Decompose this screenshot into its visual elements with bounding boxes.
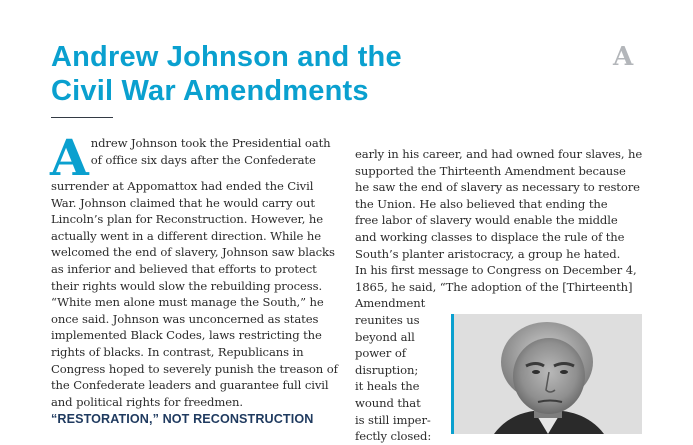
article-title xyxy=(51,40,402,108)
text-line: 1865, he said, “The adoption of the [Thirteenth] xyxy=(355,279,633,294)
text-line: In his first message to Congress on December 4, xyxy=(355,263,637,278)
text-line: wound that xyxy=(355,395,421,410)
text-line: is still imper- xyxy=(355,412,431,427)
section-letter-marker: A xyxy=(613,42,634,72)
text-line: once said. Johnson was unconcerned as states xyxy=(51,311,319,326)
text-line: their rights would slow the rebuilding process. xyxy=(51,278,323,293)
text-line: ndrew Johnson took the Presidential oath xyxy=(90,136,331,150)
text-line: Lincoln’s plan for Reconstruction. However, he xyxy=(51,212,324,227)
text-line: implemented Black Codes, laws restricting the xyxy=(51,328,322,343)
text-line: rights of blacks. In contrast, Republicans in xyxy=(51,344,304,359)
text-line: beyond all xyxy=(355,329,415,344)
text-line: South’s planter aristocracy, a group he hated. xyxy=(355,246,621,261)
text-line: of office six days after the Confederate xyxy=(90,152,316,167)
text-line: supported the Thirteenth Amendment because xyxy=(355,163,626,178)
text-line: the Confederate leaders and guarantee full civil xyxy=(51,378,329,393)
intro-paragraph xyxy=(50,128,338,410)
text-line: reunites us xyxy=(355,312,420,327)
text-line: the Union. He also believed that ending the xyxy=(355,196,608,211)
text-line: War. Johnson claimed that he would carry out xyxy=(51,195,315,210)
text-line: and political rights for freedmen. xyxy=(51,394,243,409)
text-line: disruption; xyxy=(355,362,419,377)
text-line: actually went in a different direction. While he xyxy=(51,228,322,243)
text-line: early in his career, and had owned four slaves, he xyxy=(355,147,643,161)
text-line: he saw the end of slavery as necessary to restore xyxy=(355,180,640,195)
text-line: free labor of slavery would enable the middle xyxy=(355,213,618,228)
title-line-2: Civil War Amendments xyxy=(51,75,369,107)
andrew-johnson-portrait-photo xyxy=(451,314,642,434)
text-line: Amendment xyxy=(355,296,426,311)
text-line: fectly closed: xyxy=(355,429,432,444)
text-line: surrender at Appomattox had ended the Civil xyxy=(51,179,314,193)
title-line-1: Andrew Johnson and the xyxy=(51,41,402,73)
drop-cap: A xyxy=(50,128,89,187)
title-underline-rule xyxy=(51,117,113,118)
text-line: “White men alone must manage the South,” he xyxy=(51,295,324,310)
section-subheading: “RESTORATION,” NOT RECONSTRUCTION xyxy=(51,412,314,426)
text-line: as inferior and believed that efforts to protect xyxy=(51,261,317,276)
article-left-column xyxy=(50,128,338,410)
text-line: Congress hoped to severely punish the treason of xyxy=(51,361,338,376)
text-line: and working classes to displace the rule of the xyxy=(355,229,625,244)
text-line: it heals the xyxy=(355,379,420,394)
text-line: power of xyxy=(355,346,406,361)
portrait-image-icon xyxy=(454,314,642,434)
text-line: welcomed the end of slavery, Johnson saw blacks xyxy=(51,245,335,260)
